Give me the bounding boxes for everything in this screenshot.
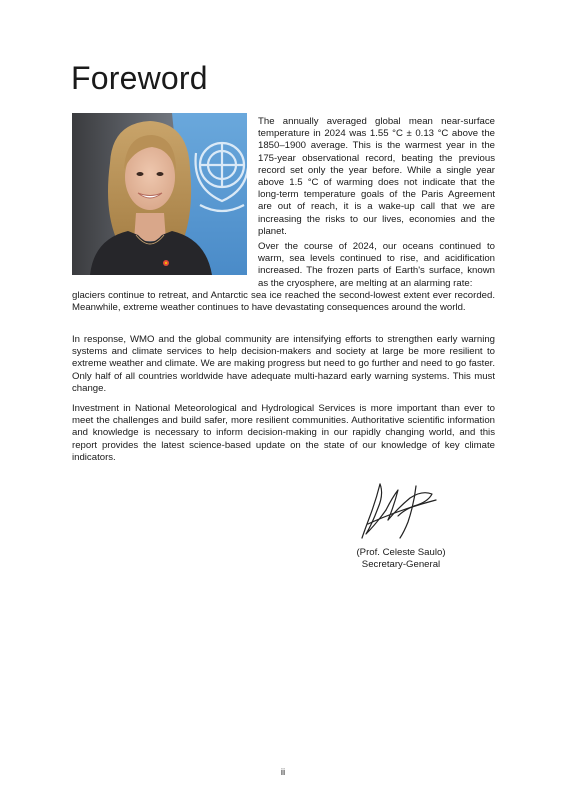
signatory-name: (Prof. Celeste Saulo) (356, 547, 446, 558)
page-number: ii (280, 767, 286, 778)
signature-block (336, 547, 466, 571)
portrait-photo (72, 113, 247, 275)
handwritten-signature (358, 480, 440, 542)
paragraph-1: The annually averaged global mean near-surface temperature in 2024 was 1.55 °C ± 0.13 °C above the 1850–1900 average. This is the warmest year in the 175-year observational record, beating the previous record set only the year before. While a single year above 1.5 °C of warming does not indicate that the long-term temperature goals of the Paris Agreement are out of reach, it is a wake-up call that we are increasing the risks to our lives, economies and the planet. (258, 116, 495, 237)
paragraph-2-part-1: Over the course of 2024, our oceans continued to warm, sea levels continued to rise, and acidification increased. The frozen parts of Earth's surface, known as the cryosphere, are melting at an alarming rate: (258, 241, 495, 289)
paragraph-4: Investment in National Meteorological and Hydrological Services is more important than ever to meet the challenges and build safer, more resilient communities. Authoritative scientific information and knowledge is necessary to inform decision-making in our rapidly changing world, and this report provides the latest science-based update on the state of our knowledge of key climate indicators. (72, 403, 495, 463)
paragraph-2-part-2: glaciers continue to retreat, and Antarctic sea ice reached the second-lowest extent ever recorded. Meanwhile, extreme weather continues to have devastating consequences around the world. (72, 290, 495, 314)
signatory-role: Secretary-General (361, 559, 441, 571)
page-title: Foreword (71, 60, 208, 96)
paragraph-3: In response, WMO and the global community are intensifying efforts to strengthen early warning systems and climate services to help decision-makers and society at large be more resilient to extreme weather and climate. We are making progress but need to go further and need to go faster. Only half of all countries worldwide have adequate multi-hazard early warning systems. This must change. (72, 334, 495, 394)
